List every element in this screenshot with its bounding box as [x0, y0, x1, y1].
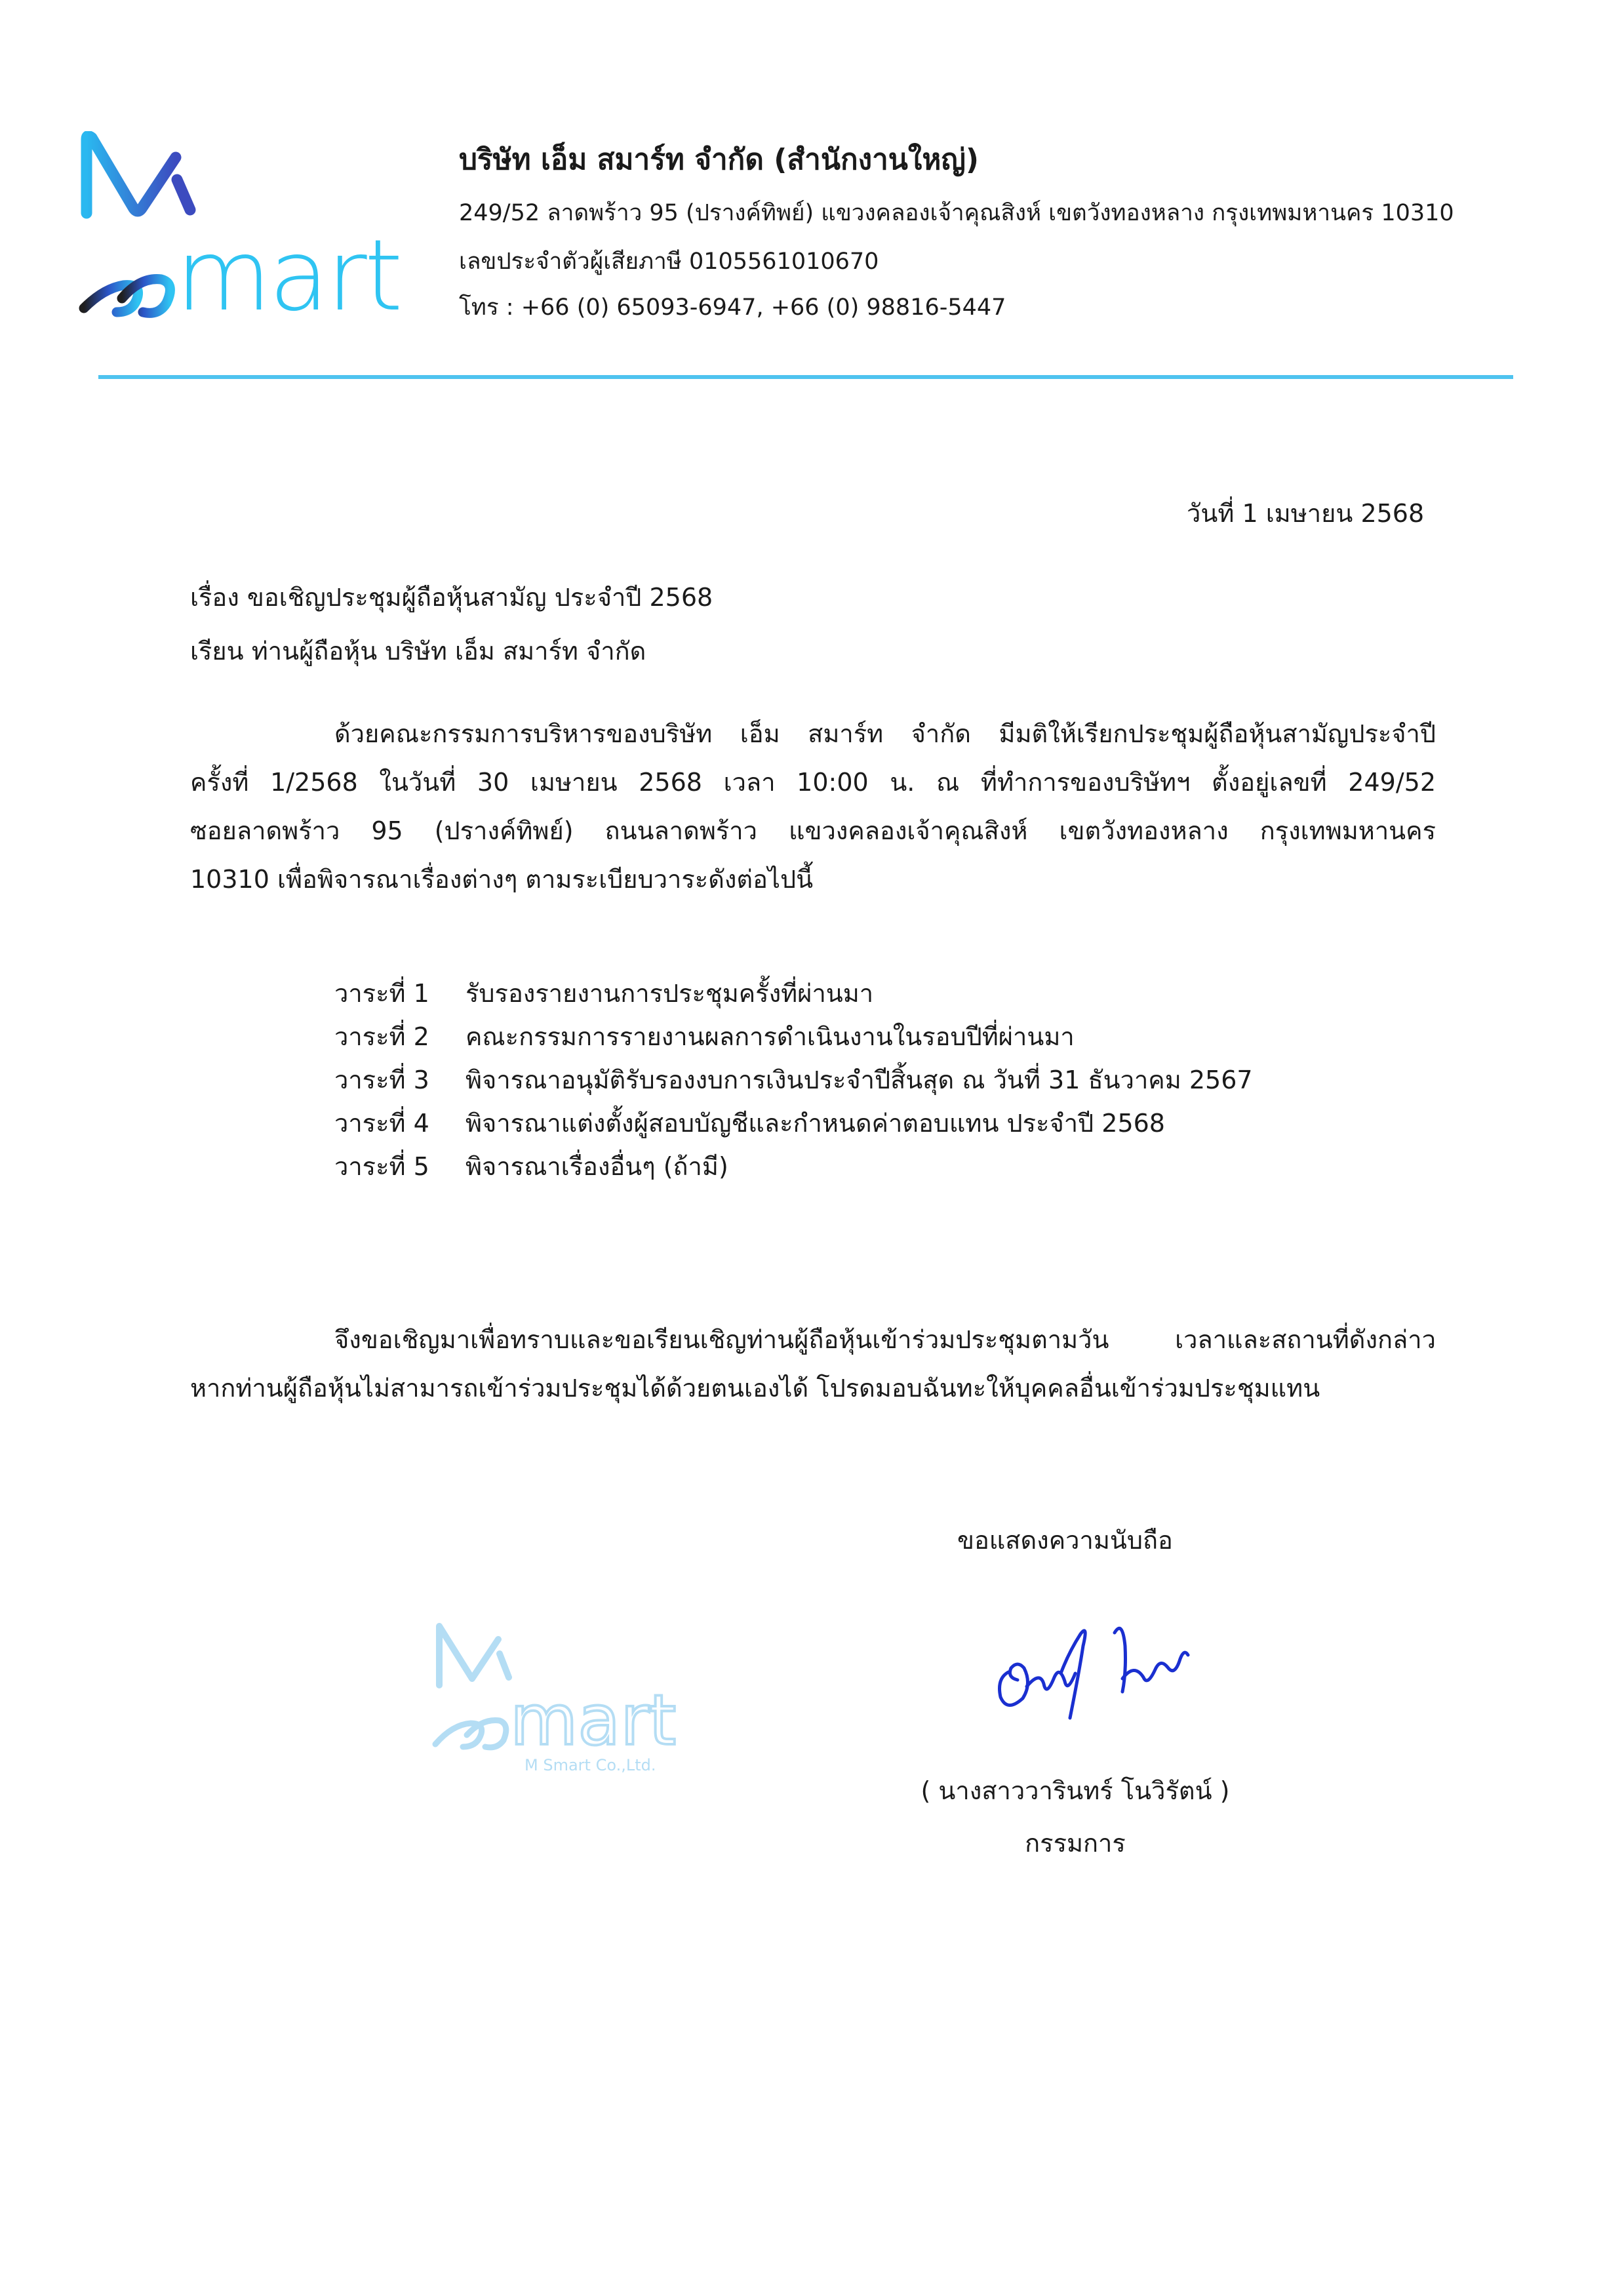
company-stamp [426, 1613, 715, 1777]
company-name: บริษัท เอ็ม สมาร์ท จำกัด (สำนักงานใหญ่) [459, 143, 979, 176]
agenda-text: พิจารณาเรื่องอื่นๆ (ถ้ามี) [465, 1152, 728, 1181]
agenda-item [334, 1015, 1253, 1058]
signature-graphic [983, 1600, 1219, 1725]
company-address: 249/52 ลาดพร้าว 95 (ปรางค์ทิพย์) แขวงคลองเจ้าคุณสิงห์ เขตวังทองหลาง กรุงเทพมหานคร 10310 [459, 200, 1454, 226]
agenda-text: รับรองรายงานการประชุมครั้งที่ผ่านมา [465, 979, 874, 1008]
closing-line: จึงขอเชิญมาเพื่อทราบและขอเรียนเชิญท่านผู้ถือหุ้นเข้าร่วมประชุมตามวัน เวลาและสถานที่ดังกล่าว [334, 1325, 1436, 1354]
company-logo [77, 131, 418, 321]
stamp-logo [426, 1613, 715, 1777]
agenda-item [334, 1058, 1253, 1102]
phone-numbers: โทร : +66 (0) 65093-6947, +66 (0) 98816-5447 [459, 294, 1006, 321]
agenda-item [334, 972, 1253, 1015]
agenda-text: คณะกรรมการรายงานผลการดำเนินงานในรอบปีที่ผ่านมา [465, 1022, 1075, 1051]
agenda-number: วาระที่ 3 [334, 1066, 429, 1094]
agenda-number: วาระที่ 4 [334, 1109, 429, 1138]
letter-subject: เรื่อง ขอเชิญประชุมผู้ถือหุ้นสามัญ ประจำปี 2568 [190, 583, 713, 612]
intro-line: ด้วยคณะกรรมการบริหารของบริษัท เอ็ม สมาร์ท จำกัด มีมติให้เรียกประชุมผู้ถือหุ้นสามัญประจำปี [334, 719, 1436, 748]
agenda-list [334, 972, 1253, 1188]
letterhead-divider [98, 375, 1513, 379]
closing-line: หากท่านผู้ถือหุ้นไม่สามารถเข้าร่วมประชุมได้ด้วยตนเองได้ โปรดมอบฉันทะให้บุคคลอื่นเข้าร่วมประชุมแทน [190, 1374, 1320, 1403]
signatory-title: กรรมการ [1025, 1829, 1126, 1858]
intro-line: ซอยลาดพร้าว 95 (ปรางค์ทิพย์) ถนนลาดพร้าว แขวงคลองเจ้าคุณสิงห์ เขตวังทองหลาง กรุงเทพมหานคร [190, 816, 1436, 845]
signature [983, 1600, 1219, 1725]
agenda-text: พิจารณาแต่งตั้งผู้สอบบัญชีและกำหนดค่าตอบแทน ประจำปี 2568 [465, 1109, 1165, 1138]
agenda-number: วาระที่ 5 [334, 1152, 429, 1181]
agenda-number: วาระที่ 1 [334, 979, 429, 1008]
agenda-item [334, 1145, 1253, 1188]
svg-text:mart: mart [510, 1680, 677, 1761]
signatory-name: ( นางสาววารินทร์ โนวิรัตน์ ) [921, 1776, 1230, 1805]
agenda-number: วาระที่ 2 [334, 1022, 429, 1051]
intro-line: 10310 เพื่อพิจารณาเรื่องต่างๆ ตามระเบียบวาระดังต่อไปนี้ [190, 865, 814, 894]
intro-line: ครั้งที่ 1/2568 ในวันที่ 30 เมษายน 2568 เวลา 10:00 น. ณ ที่ทำการของบริษัทฯ ตั้งอยู่เลขที่ 249/52 [190, 768, 1436, 797]
logo-graphic [77, 131, 418, 321]
intro-paragraph [190, 709, 1436, 904]
agenda-item [334, 1102, 1253, 1145]
stamp-company-text: M Smart Co.,Ltd. [525, 1756, 656, 1774]
regards-text: ขอแสดงความนับถือ [957, 1526, 1173, 1555]
closing-paragraph [190, 1315, 1436, 1412]
tax-id: เลขประจำตัวผู้เสียภาษี 0105561010670 [459, 249, 879, 275]
letter-date: วันที่ 1 เมษายน 2568 [1187, 499, 1425, 528]
letter-recipient: เรียน ท่านผู้ถือหุ้น บริษัท เอ็ม สมาร์ท จำกัด [190, 637, 646, 666]
svg-text:mart: mart [176, 219, 401, 321]
agenda-text: พิจารณาอนุมัติรับรองงบการเงินประจำปีสิ้นสุด ณ วันที่ 31 ธันวาคม 2567 [465, 1066, 1253, 1094]
